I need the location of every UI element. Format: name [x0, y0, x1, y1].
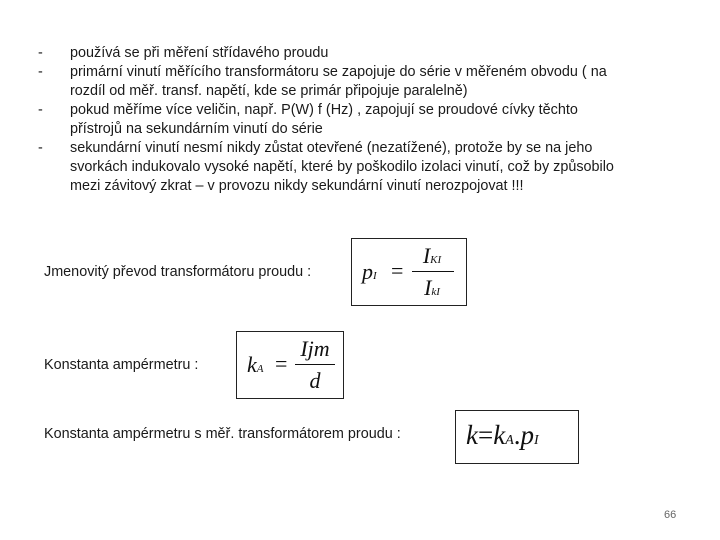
lhs: kA: [247, 352, 264, 377]
fraction-line: [295, 364, 335, 365]
combined-constant-label: Konstanta ampérmetru s měř. transformátorem proudu :: [44, 426, 401, 442]
bullet-line: svorkách indukovalo vysoké napětí, které by poškodilo izolaci vinutí, což by způsobilo: [70, 159, 614, 175]
bullet-text: [70, 101, 688, 139]
ammeter-constant-formula: [236, 331, 344, 399]
bullet-item: [38, 139, 688, 196]
bullet-marker: -: [38, 102, 43, 118]
equals-sign: =: [391, 258, 404, 283]
bullet-line: pokud měříme více veličin, např. P(W) f (Hz) , zapojují se proudové cívky těchto: [70, 102, 578, 118]
bullet-marker: -: [38, 45, 43, 61]
bullet-list: [38, 44, 688, 196]
bullet-line: rozdíl od měř. transf. napětí, kde se primár připojuje paralelně): [70, 83, 468, 99]
formula-body: k=kA.pI: [466, 420, 539, 450]
transfer-ratio-label: Jmenovitý převod transformátoru proudu :: [44, 264, 312, 280]
bullet-text: [70, 139, 688, 196]
denominator: d: [309, 368, 321, 393]
bullet-text: [70, 63, 688, 101]
bullet-line: používá se při měření střídavého proudu: [70, 45, 329, 61]
bullet-line: mezi závitový zkrat – v provozu nikdy sekundární vinutí nerozpojovat !!!: [70, 178, 524, 194]
combined-constant-formula: [455, 410, 579, 464]
transfer-ratio-formula: [351, 238, 467, 306]
bullet-item: [38, 101, 688, 139]
bullet-marker: -: [38, 140, 43, 156]
bullet-line: primární vinutí měřícího transformátoru se zapojuje do série v měřeném obvodu ( na: [70, 64, 607, 80]
page-number: 66: [664, 509, 677, 521]
numerator: Ijm: [300, 336, 330, 361]
equals-sign: =: [275, 351, 288, 376]
bullet-item: [38, 44, 688, 63]
fraction-line: [412, 271, 454, 272]
bullet-line: sekundární vinutí nesmí nikdy zůstat otevřené (nezatížené), protože by se na jeho: [70, 140, 593, 156]
bullet-item: [38, 63, 688, 101]
denominator: IkI: [424, 275, 440, 300]
ammeter-constant-label: Konstanta ampérmetru :: [44, 357, 199, 373]
numerator: IKI: [422, 243, 442, 268]
bullet-text: [70, 44, 688, 63]
lhs: pI: [362, 259, 377, 284]
bullet-line: přístrojů na sekundárním vinutí do série: [70, 121, 323, 137]
bullet-marker: -: [38, 64, 43, 80]
